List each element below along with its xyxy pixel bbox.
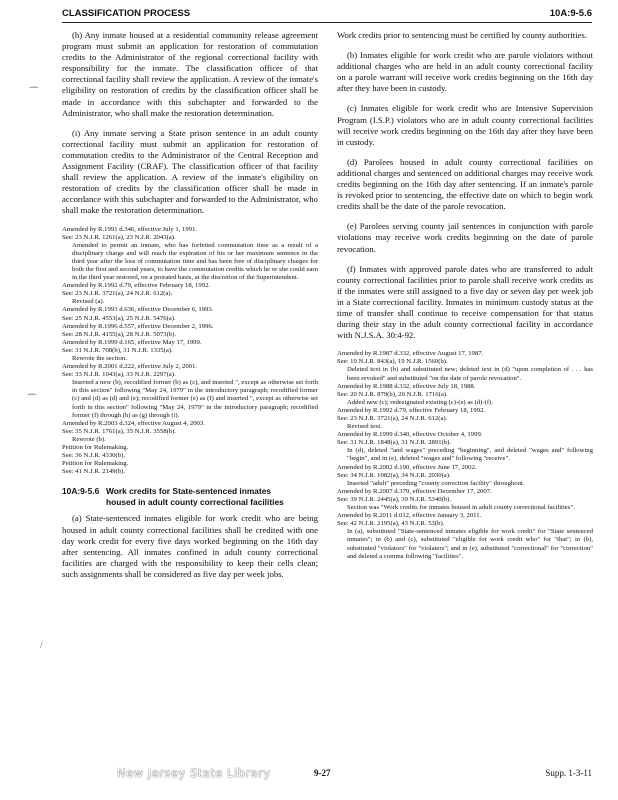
history-note: See: 23 N.J.R. 3721(a), 24 N.J.R. 612(a).: [337, 415, 448, 422]
paragraph-i: (i) Any inmate serving a State prison sentence in an adult county correctional facility must submit an application for restoration of commutation credits to the Administrator of the Central Reception and Assignment Facility (CRAF). The classification officer of that facility shall review the application. A review of the inmate's eligibility on restoration of credits by the classification officer shall be made in accordance with this subchapter and forwarded to the Administrator, who shall make the restoration determination.: [62, 127, 318, 216]
history-note: Amended by R.2001 d.222, effective July 2, 2001.: [62, 363, 198, 371]
library-watermark: New Jersey State Library: [117, 766, 271, 780]
history-note: Petition for Rulemaking.: [62, 460, 129, 468]
history-note: Amended by R.1999 d.340, effective October 4, 1999.: [337, 431, 483, 439]
right-column: [337, 30, 593, 569]
history-note: In (d), deleted "and wages" preceding "beginning", and deleted "wages and" following "begin", and in (e), deleted "wages and" following "receive".: [347, 447, 593, 463]
history-note: See: 41 N.J.R. 2149(b).: [62, 468, 125, 476]
history-note: See: 25 N.J.R. 4553(a), 25 N.J.R. 5476(a).: [62, 314, 176, 322]
history-note: See: 20 N.J.R. 879(b), 20 N.J.R. 1716(a).: [337, 390, 448, 398]
history-note: See: 31 N.J.R. 708(b), 31 N.J.R. 1335(a).: [62, 346, 173, 354]
history-note: Rewrote the section.: [72, 355, 127, 362]
history-note: Amended by R.1988 d.332, effective July 18, 1988.: [337, 382, 476, 390]
history-note: Deleted text in (b) and substituted new; deleted text in (d) "upon completion of . . . has been revoked" and substituted "on the date of parole revocation".: [347, 366, 593, 382]
history-notes-right: [337, 350, 593, 560]
history-note: See: 19 N.J.R. 843(a), 19 N.J.R. 1560(b).: [337, 358, 448, 366]
history-note: See: 23 N.J.R. 3721(a), 24 N.J.R. 612(a).: [62, 290, 173, 298]
paragraph-a: (a) State-sentenced inmates eligible for work credit who are being housed in adult county correctional facilities shall be credited with one day work credit for every five days worked beginning on the 16th day after sentencing. All inmates confined in adult county correctional facilities are charged with the responsibility to keep their cells clean; such assignments shall be considered as five day per week jobs.: [62, 513, 318, 579]
history-note: See: 39 N.J.R. 2445(a), 39 N.J.R. 5340(b).: [337, 495, 452, 503]
history-note: See: 23 N.J.R. 1261(a), 23 N.J.R. 2043(a).: [62, 233, 176, 241]
history-note: Inserted a new (b), recodified former (b) as (c), and inserted ", except as otherwise set forth in this section" following "May 24, 1979" in the introductory paragraph; recodified former (c) and (d) as (d) and (e); recodified former (e) as (f) and inserted ", except as otherwise set forth in this section" following "May 24, 1979" in the introductory paragraph; recodified former (f) through (h) as (g) through (i).: [72, 379, 318, 419]
history-note: Revised (a).: [72, 298, 105, 306]
section-title-line2: housed in adult county correctional facilities: [106, 496, 284, 507]
history-note: Amended by R.2002 d.190, effective June 17, 2002.: [337, 463, 477, 471]
margin-mark: ⁀: [30, 88, 39, 99]
section-number: 10A:9-5.6: [62, 486, 100, 497]
margin-mark: /: [40, 640, 43, 651]
history-note: Amended by R.1999 d.165, effective May 17, 1999.: [62, 338, 202, 346]
section-heading: [62, 486, 318, 507]
history-note: See: 28 N.J.R. 4155(a), 28 N.J.R. 5073(b).: [62, 330, 177, 338]
paragraph-e: (e) Parolees serving county jail sentences in conjunction with parole violations may receive work credits beginning on the date of parole revocation.: [337, 221, 593, 254]
running-header: [62, 6, 592, 23]
history-note: Amended by R.1987 d.332, effective August 17, 1987.: [337, 350, 484, 358]
history-note: Amended by R.2003 d.324, effective August 4, 2003.: [62, 419, 205, 427]
history-note: See: 31 N.J.R. 1848(a), 31 N.J.R. 2891(b).: [337, 439, 452, 447]
history-note: In (a), substituted "State-sentenced inmates eligible for work credit" for "State sentenced inmates"; in (b) and (c), substituted "eligible for work credit who" for "that"; in (b), substituted "violators" for "violaters"; and in (e), substituted "correctional" for "correction" and deleted a comma following "facilities".: [347, 528, 593, 560]
margin-mark: ⁀: [28, 395, 37, 406]
history-note: Petition for Rulemaking.: [62, 444, 129, 452]
history-note: Amended by R.1993 d.636, effective December 6, 1993.: [62, 306, 214, 314]
history-note: See: 42 N.J.R. 2195(a), 43 N.J.R. 53(b).: [337, 520, 445, 528]
history-note: Amended by R.2007 d.379, effective December 17, 2007.: [337, 487, 492, 495]
left-column: [62, 30, 318, 589]
paragraph-a-continued: Work credits prior to sentencing must be certified by county authorities.: [337, 30, 587, 40]
history-note: See: 34 N.J.R. 1082(a), 34 N.J.R. 2030(a).: [337, 471, 451, 479]
history-note: Amended to permit an inmate, who has forfeited commutation time as a result of a disciplinary charge and will reach the expiration of his or her maximum sentence in the third year after the loss of commutation time and has been free of disciplinary charges for both the first and second years, to have the commutation credits which he or she could earn in the third year restored, on a prorated basis, at the discretion of the Superintendent.: [72, 241, 318, 282]
history-note: Amended by R.1996 d.557, effective December 2, 1996.: [62, 322, 214, 330]
supplement-date: Supp. 1-3-11: [545, 768, 592, 778]
paragraph-b: (b) Inmates eligible for work credit who are parole violators without additional charges who are held in an adult county correctional facility on a parole warrant will receive work credits beginning on the 16th day after they have been in custody.: [337, 50, 593, 94]
history-note: Section was "Work credits for inmates housed in adult county correctional facilities".: [347, 504, 575, 512]
paragraph-c: (c) Inmates eligible for work credit who are Intensive Supervision Program (I.S.P.) violators who are in adult county correctional facilities will receive work credits beginning on the 16th day after they have been in custody.: [337, 103, 593, 147]
header-chapter-title: CLASSIFICATION PROCESS: [62, 8, 191, 19]
history-note: Amended by R.1992 d.79, effective February 18, 1992.: [337, 406, 486, 414]
history-note: Revised text.: [347, 423, 382, 431]
paragraph-h: (h) Any inmate housed at a residential community release agreement program must submit an application for restoration of commutation credits to the Administrator of the regional correctional facility with responsibility for the inmate. The classification officer of that correctional facility shall review the application. A review of the inmate's eligibility on restoration of credits by the classification officer shall be made in accordance with this subchapter and forwarded to the Administrator, who shall make the restoration determination.: [62, 30, 318, 118]
page-number: 9-27: [314, 768, 331, 778]
history-note: Amended by R.1992 d.79, effective February 18, 1992.: [62, 282, 211, 290]
history-note: See: 33 N.J.R. 1043(a), 33 N.J.R. 2297(a).: [62, 371, 176, 379]
paragraph-f: (f) Inmates with approved parole dates who are transferred to adult county correctional facilities prior to parole shall receive work credits as if the inmates were still assigned to a five day or seven day per week job in a State correctional facility. Inmates in minimum custody status at the time of transfer shall continue to receive compensation for that status during their stay in the adult county correctional facility in accordance with N.J.S.A. 30:4-92.: [337, 263, 593, 341]
history-note: Amended by R.1991 d.346, effective July 1, 1991.: [62, 225, 198, 233]
history-note: See: 36 N.J.R. 4330(b).: [62, 452, 125, 460]
history-notes-left: [62, 226, 318, 477]
history-note: Amended by R.2011 d.012, effective January 3, 2011.: [337, 512, 482, 520]
history-note: Inserted "adult" preceding "county correction facility" throughout.: [347, 479, 525, 487]
history-note: See: 35 N.J.R. 1761(a), 35 N.J.R. 3558(b).: [62, 427, 177, 435]
paragraph-d: (d) Parolees housed in adult county correctional facilities on additional charges and sentenced on additional charges may receive work credits beginning on the 16th day after sentencing. If an inmate's parole is revoked prior to sentencing, the effective date on which to begin work credits shall be the date of the parole revocation.: [337, 156, 593, 212]
history-note: Rewrote (b).: [72, 435, 106, 443]
header-section-number: 10A:9-5.6: [549, 8, 592, 19]
page-footer: [62, 768, 592, 782]
history-note: Added new (c); redesignated existing (c)-(e) as (d)-(f).: [347, 398, 493, 406]
section-title-line1: Work credits for State-sentenced inmates: [106, 486, 272, 497]
